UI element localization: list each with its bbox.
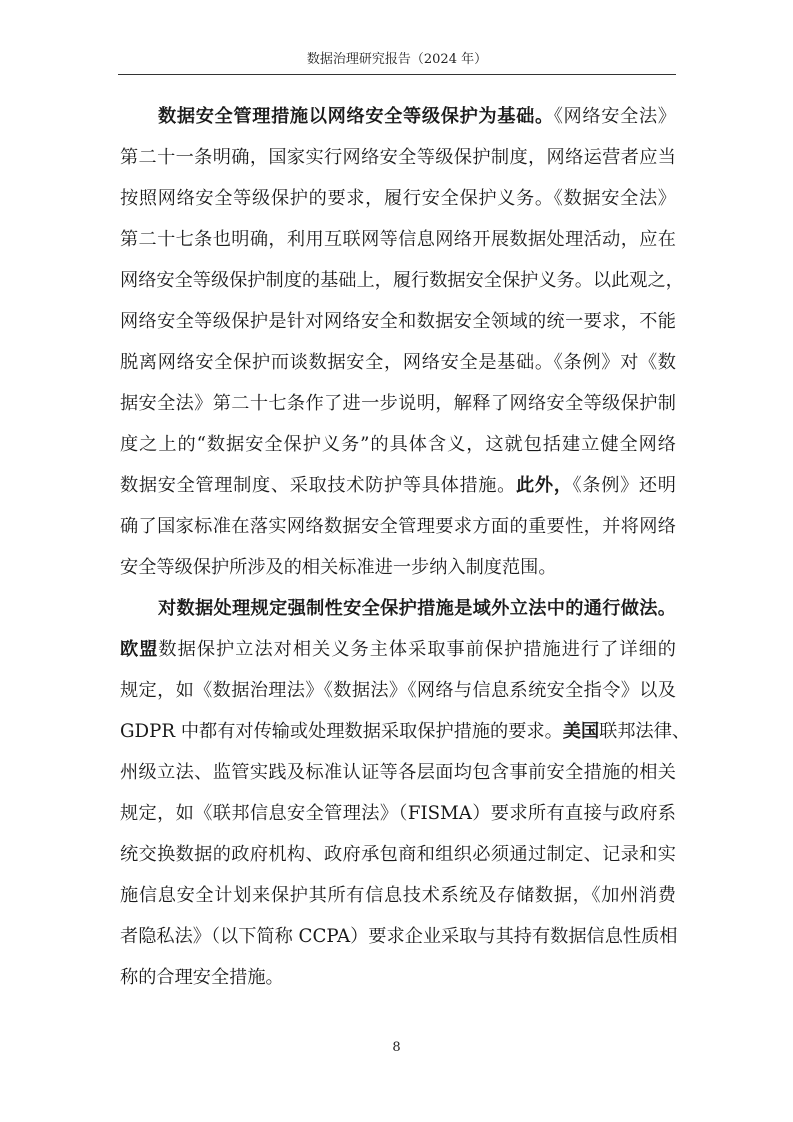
paragraph-line	[120, 301, 676, 342]
paragraph-line	[120, 465, 676, 506]
text-run: 网络安全等级保护是针对网络安全和数据安全领域的统一要求，不能	[120, 311, 676, 332]
paragraph-line	[120, 96, 676, 137]
text-run: 度之上的“数据安全保护义务”的具体含义，这就包括建立健全网络	[120, 434, 676, 455]
bold-text-run: 欧盟	[120, 639, 159, 660]
page-number: 8	[392, 1040, 401, 1055]
text-run: 联邦法律、	[599, 721, 691, 742]
text-run: 规定，如《数据治理法》《数据法》《网络与信息系统安全指令》以及	[120, 680, 676, 701]
bold-text-run: 美国	[562, 721, 600, 742]
paragraph	[120, 96, 684, 588]
paragraph-line	[120, 342, 676, 383]
header-rule	[118, 74, 676, 75]
running-header: 数据治理研究报告（2024 年）	[306, 52, 488, 67]
bold-text-run: 数据安全管理措施以网络安全等级保护为基础。	[158, 106, 554, 127]
paragraph-line	[120, 424, 676, 465]
paragraph-line	[120, 916, 676, 957]
text-run: 安全等级保护所涉及的相关标准进一步纳入制度范围。	[120, 557, 557, 578]
paragraph-line	[120, 670, 676, 711]
text-run: 州级立法、监管实践及标准认证等各层面均包含事前安全措施的相关	[120, 762, 676, 783]
text-run: 按照网络安全等级保护的要求，履行安全保护义务。《数据安全法》	[120, 188, 676, 209]
bold-text-run: 对数据处理规定强制性安全保护措施是域外立法中的通行做法。	[158, 598, 676, 619]
text-run: 脱离网络安全保护而谈数据安全，网络安全是基础。《条例》对《数	[120, 352, 676, 373]
text-run: 者隐私法》（以下简称 CCPA）要求企业采取与其持有数据信息性质相	[120, 926, 678, 947]
paragraph-line	[120, 260, 684, 301]
paragraph-line	[120, 178, 676, 219]
paragraph-line	[120, 875, 676, 916]
paragraph-line	[120, 629, 676, 670]
text-run: 施信息安全计划来保护其所有信息技术系统及存储数据，《加州消费	[120, 885, 676, 906]
report-body	[120, 96, 691, 998]
text-run: 统交换数据的政府机构、政府承包商和组织必须通过制定、记录和实	[120, 844, 676, 865]
bold-text-run: 此外，	[516, 475, 573, 496]
paragraph-line	[120, 957, 676, 998]
text-run: 数据安全管理制度、采取技术防护等具体措施。	[120, 475, 517, 496]
text-run: 称的合理安全措施。	[120, 967, 284, 988]
paragraph-line	[120, 506, 676, 547]
paragraph-line	[120, 834, 676, 875]
paragraph-line	[120, 383, 676, 424]
text-run: 数据保护立法对相关义务主体采取事前保护措施进行了详细的	[158, 639, 676, 660]
paragraph-line	[120, 752, 676, 793]
paragraph	[120, 588, 691, 998]
text-run: 第二十七条也明确，利用互联网等信息网络开展数据处理活动，应在	[120, 229, 676, 250]
text-run: 规定，如《联邦信息安全管理法》（FISMA）要求所有直接与政府系	[120, 803, 676, 824]
paragraph-line	[120, 219, 676, 260]
text-run: 网络安全等级保护制度的基础上，履行数据安全保护义务。以此观之，	[120, 270, 684, 291]
paragraph-line	[120, 547, 676, 588]
text-run: GDPR 中都有对传输或处理数据采取保护措施的要求。	[120, 721, 563, 742]
text-run: 确了国家标准在落实网络数据安全管理要求方面的重要性，并将网络	[120, 516, 676, 537]
text-run: 第二十一条明确，国家实行网络安全等级保护制度，网络运营者应当	[120, 147, 676, 168]
paragraph-line	[120, 137, 676, 178]
text-run: 据安全法》第二十七条作了进一步说明，解释了网络安全等级保护制	[120, 393, 676, 414]
text-run: 《网络安全法》	[553, 106, 676, 127]
paragraph-line	[120, 711, 691, 752]
text-run: 《条例》还明	[572, 475, 676, 496]
paragraph-line	[120, 588, 676, 629]
paragraph-line	[120, 793, 676, 834]
